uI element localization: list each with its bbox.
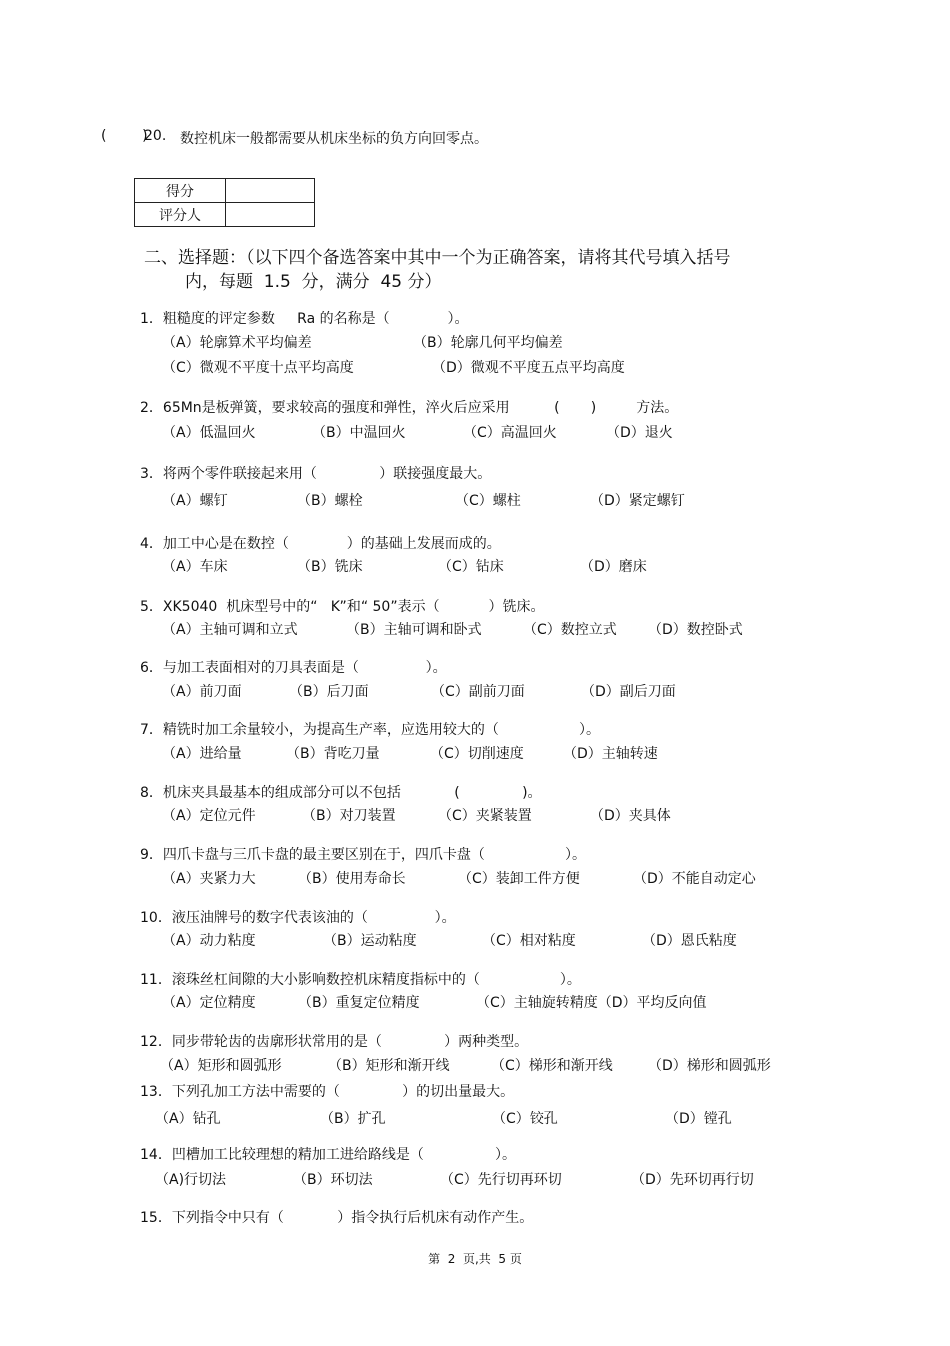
score-table — [134, 178, 315, 227]
option-d: （D）副后刀面 — [581, 684, 676, 700]
option-b: （B）螺栓 — [297, 493, 363, 509]
option-c: （C）微观不平度十点平均高度 — [162, 360, 354, 376]
option-b: （B）扩孔 — [320, 1111, 386, 1127]
option-a: （A）轮廓算术平均偏差 — [162, 335, 312, 351]
option-a: （A）矩形和圆弧形 — [160, 1058, 282, 1074]
question-stem: 14．凹槽加工比较理想的精加工进给路线是（ ）。 — [140, 1147, 517, 1163]
option-d: （D）数控卧式 — [648, 622, 743, 638]
option-a: （A）主轴可调和立式 — [162, 622, 298, 638]
option-c: （C）先行切再环切 — [440, 1172, 562, 1188]
grader-value-cell — [226, 203, 315, 227]
question-stem: 13．下列孔加工方法中需要的（ ）的切出量最大。 — [140, 1084, 515, 1100]
score-label: 得分 — [135, 179, 226, 203]
option-a: （A）螺钉 — [162, 493, 228, 509]
option-a: （A）夹紧力大 — [162, 871, 256, 887]
option-d: （D）夹具体 — [590, 808, 671, 824]
question-stem: 15．下列指令中只有（ ）指令执行后机床有动作产生。 — [140, 1210, 534, 1226]
page-footer: 第 2 页,共 5 页 — [428, 1252, 522, 1266]
option-b: （B）矩形和渐开线 — [328, 1058, 450, 1074]
option-b: （B）使用寿命长 — [298, 871, 406, 887]
question-stem: 1．粗糙度的评定参数 Ra 的名称是（ ）。 — [140, 311, 469, 327]
option-a: （A）低温回火 — [162, 425, 256, 441]
question-stem: 2．65Mn是板弹簧，要求较高的强度和弹性，淬火后应采用 ( ) 方法。 — [140, 400, 679, 416]
option-a: （A）定位精度 — [162, 995, 256, 1011]
option-b: （B）后刀面 — [289, 684, 369, 700]
option-c: （C）切削速度 — [430, 746, 524, 762]
option-d: （D）梯形和圆弧形 — [648, 1058, 771, 1074]
option-c: （C）梯形和渐开线 — [491, 1058, 613, 1074]
question-stem: 7．精铣时加工余量较小，为提高生产率，应选用较大的（ ）。 — [140, 722, 601, 738]
option-c: （C）夹紧装置 — [438, 808, 532, 824]
option-b: （B）环切法 — [293, 1172, 373, 1188]
option-a: （A）前刀面 — [162, 684, 242, 700]
question-stem: 9．四爪卡盘与三爪卡盘的最主要区别在于，四爪卡盘（ ）。 — [140, 847, 587, 863]
option-b: （B）铣床 — [297, 559, 363, 575]
option-b: （B）对刀装置 — [302, 808, 396, 824]
option-c: （C）相对粘度 — [482, 933, 576, 949]
option-a: （A）钻孔 — [155, 1111, 221, 1127]
option-c: （C）数控立式 — [523, 622, 617, 638]
question-stem: 4．加工中心是在数控（ ）的基础上发展而成的。 — [140, 536, 501, 552]
question-stem: 12．同步带轮齿的齿廓形状常用的是（ ）两种类型。 — [140, 1034, 529, 1050]
grader-label: 评分人 — [135, 203, 226, 227]
option-c: （C）副前刀面 — [431, 684, 525, 700]
option-d: （D）恩氏粘度 — [642, 933, 737, 949]
option-a: （A)行切法 — [155, 1172, 227, 1188]
q20-text: 数控机床一般都需要从机床坐标的负方向回零点。 — [180, 131, 488, 147]
option-b: （B）轮廓几何平均偏差 — [413, 335, 563, 351]
option-c: （C）螺柱 — [455, 493, 521, 509]
question-stem: 8．机床夹具最基本的组成部分可以不包括 ( )。 — [140, 785, 542, 801]
question-stem: 3．将两个零件联接起来用（ ）联接强度最大。 — [140, 466, 492, 482]
option-a: （A）动力粘度 — [162, 933, 256, 949]
question-stem: 10．液压油牌号的数字代表该油的（ ）。 — [140, 910, 456, 926]
option-d: （D）紧定螺钉 — [590, 493, 685, 509]
option-a: （A）进给量 — [162, 746, 242, 762]
option-d: （D）退火 — [606, 425, 673, 441]
option-c: （C）钻床 — [438, 559, 504, 575]
option-d: （D）先环切再行切 — [631, 1172, 754, 1188]
option-c: （C）装卸工件方便 — [458, 871, 580, 887]
option-d: （D）镗孔 — [665, 1111, 732, 1127]
question-stem: 6．与加工表面相对的刀具表面是（ ）。 — [140, 660, 447, 676]
option-c: （C）铰孔 — [492, 1111, 558, 1127]
option-b: （B）运动粘度 — [323, 933, 417, 949]
option-a: （A）车床 — [162, 559, 228, 575]
option-c-d: （C）主轴旋转精度（D）平均反向值 — [476, 995, 707, 1011]
score-value-cell — [226, 179, 315, 203]
section-title-line1: 二、选择题：（以下四个备选答案中其中一个为正确答案，请将其代号填入括号 — [144, 248, 731, 268]
section-title-line2: 内，每题 1.5 分，满分 45 分） — [185, 272, 442, 292]
option-a: （A）定位元件 — [162, 808, 256, 824]
option-b: （B）重复定位精度 — [298, 995, 420, 1011]
question-stem: 11．滚珠丝杠间隙的大小影响数控机床精度指标中的（ ）。 — [140, 972, 581, 988]
option-d: （D）不能自动定心 — [633, 871, 756, 887]
q20-answer-bracket: ( ) — [101, 128, 148, 144]
question-stem: 5．XK5040 机床型号中的“ K”和“ 50”表示（ ）铣床。 — [140, 599, 545, 615]
option-d: （D）磨床 — [580, 559, 647, 575]
option-b: （B）主轴可调和卧式 — [346, 622, 482, 638]
option-d: （D）主轴转速 — [563, 746, 658, 762]
option-b: （B）中温回火 — [312, 425, 406, 441]
q20-number: 20. — [144, 128, 167, 144]
option-c: （C）高温回火 — [463, 425, 557, 441]
option-d: （D）微观不平度五点平均高度 — [432, 360, 625, 376]
option-b: （B）背吃刀量 — [286, 746, 380, 762]
